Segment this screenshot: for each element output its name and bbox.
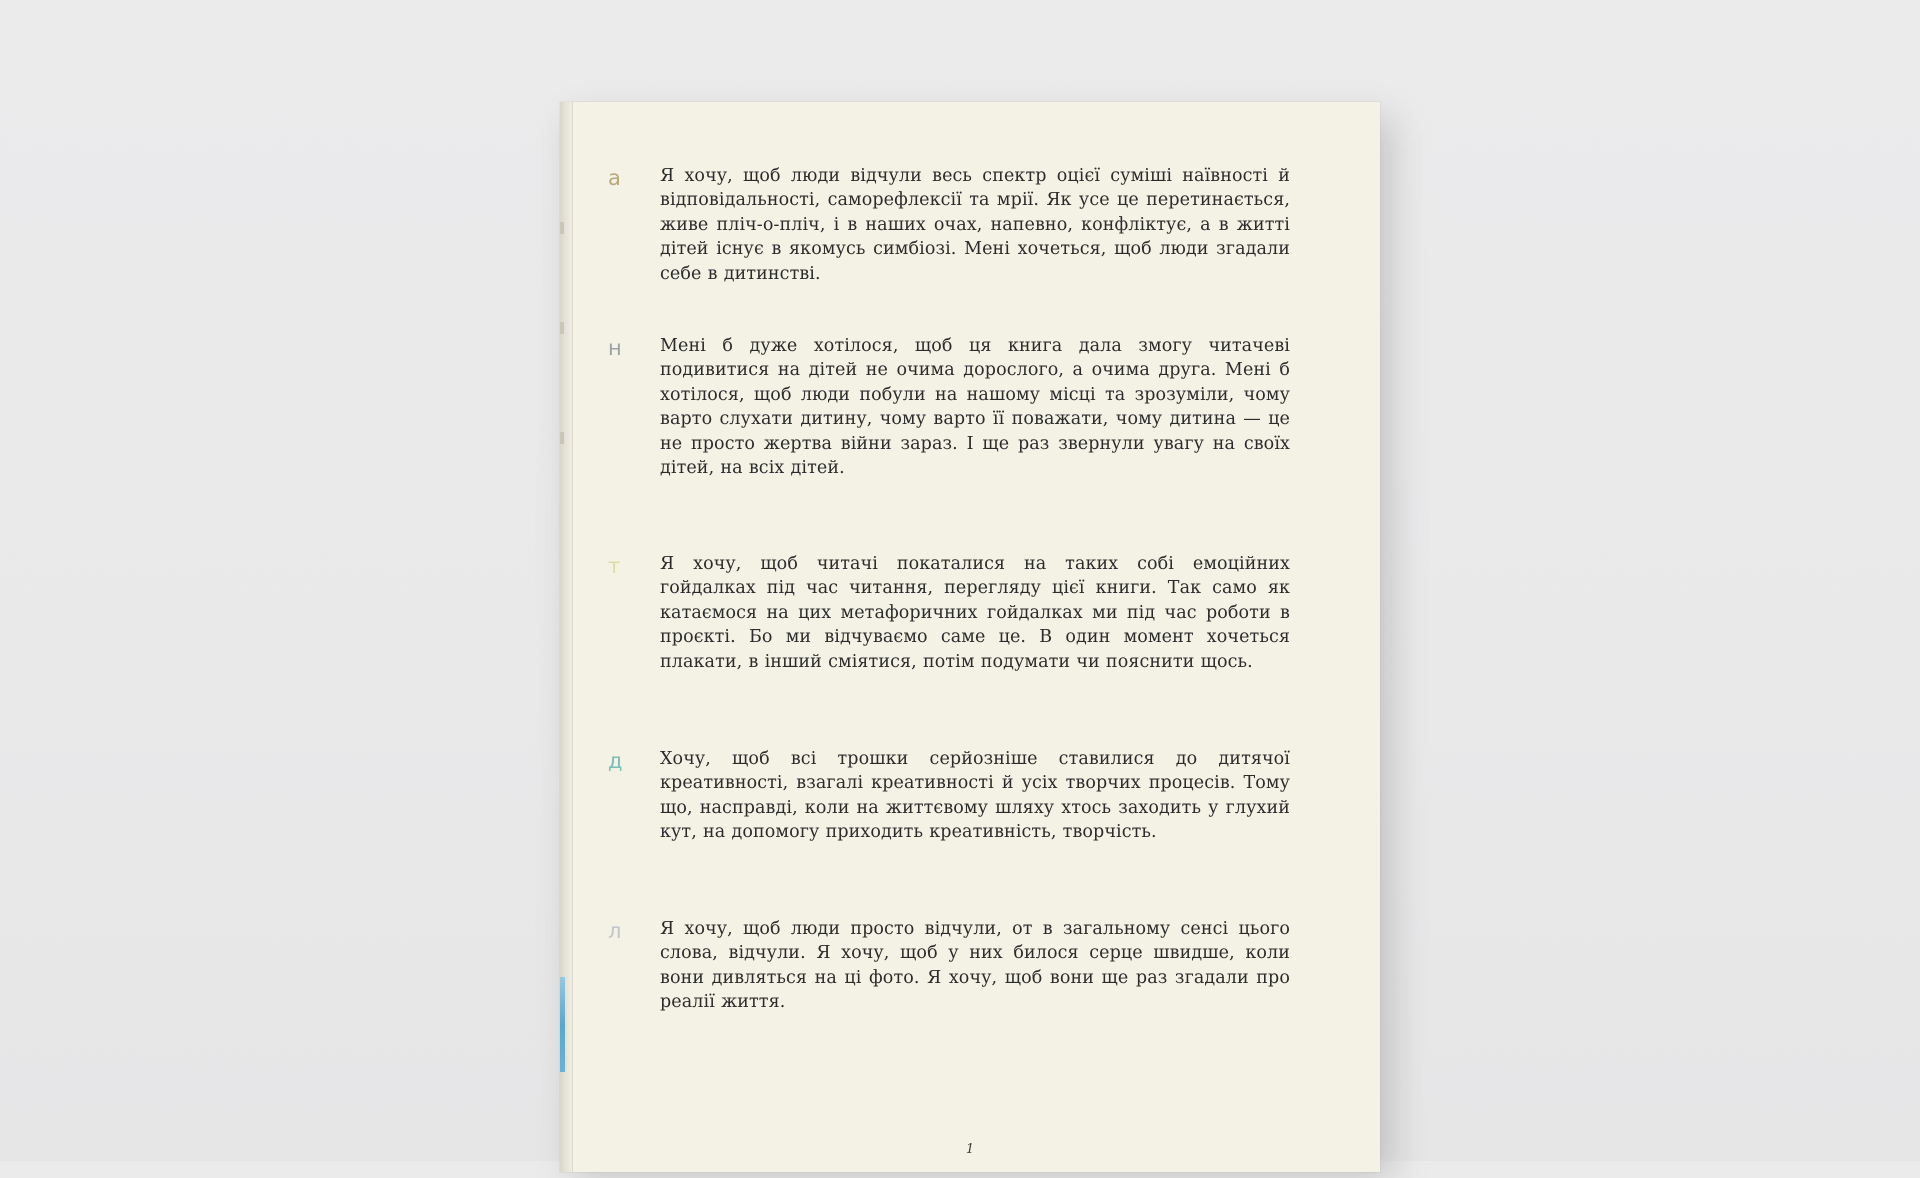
paragraph-text: Я хочу, щоб читачі покаталися на таких собі емоційних гойдалках під час читання, перегляду цієї книги. Так само як катаємося на цих метафоричних гойдалках ми під час роботи в проєкті. Бо ми відчуваємо саме це. В один момент хочеться плакати, в інший сміятися, потім подумати чи пояснити щось. [660, 554, 1290, 672]
paragraph-marker: т [608, 554, 621, 578]
paragraph-marker: д [608, 749, 623, 773]
spine-notch [560, 432, 564, 444]
spine-color-mark [560, 977, 565, 1072]
page-number: 1 [965, 1142, 975, 1157]
paragraph-text: Я хочу, щоб люди просто відчули, от в загальному сенсі цього слова, відчули. Я хочу, щоб у них билося серце швидше, коли вони дивляться на ці фото. Я хочу, щоб вони ще раз згадали про реалії життя. [660, 919, 1290, 1013]
spine-notch [560, 222, 564, 234]
paragraph-marker: л [608, 919, 622, 943]
paragraph-marker: а [608, 166, 621, 190]
book-page [560, 102, 1380, 1172]
spine-notch [560, 322, 564, 334]
paragraph-text: Хочу, щоб всі трошки серйозніше ставилися до дитячої креативності, взагалі креативності й усіх творчих процесів. Тому що, насправді, коли на життєвому шляху хтось заходить у глухий кут, на допомогу приходить креативність, творчість. [660, 749, 1290, 843]
paragraph-text: Мені б дуже хотілося, щоб ця книга дала змогу читачеві подивитися на дітей не очима дорослого, а очима друга. Мені б хотілося, щоб люди побули на нашому місці та зрозуміли, чому варто слухати дитину, чому варто її поважати, чому дитина — це не просто жертва війни зараз. І ще раз звернули увагу на своїх дітей, на всіх дітей. [660, 336, 1290, 479]
paragraph-marker: н [608, 336, 622, 360]
paragraph-text: Я хочу, щоб люди відчули весь спектр оцієї суміші наївності й відповідальності, саморефлексії та мрії. Як усе це перетинається, живе пліч-о-пліч, і в наших очах, напевно, конфліктує, а в житті дітей існує в якомусь симбіозі. Мені хочеться, щоб люди згадали себе в дитинстві. [660, 166, 1290, 284]
